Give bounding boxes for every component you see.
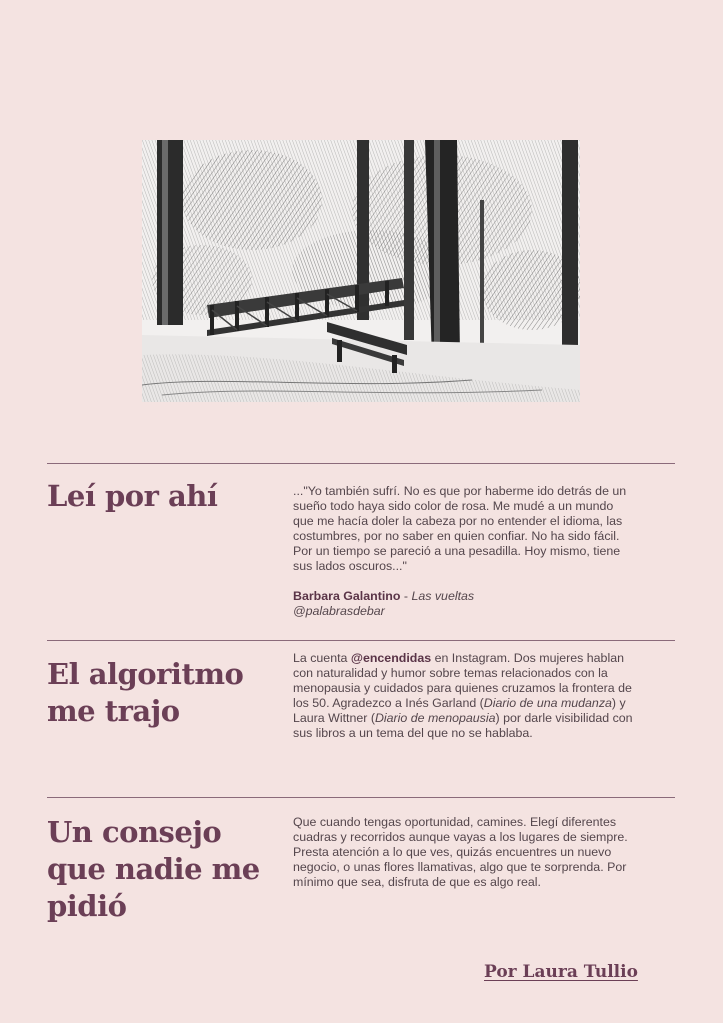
section-divider: [47, 463, 675, 464]
quote-author: Barbara Galantino: [293, 589, 401, 603]
section-divider: [47, 797, 675, 798]
book-title-menopausia: Diario de menopausia: [374, 711, 496, 725]
author-signature: Por Laura Tullio: [484, 962, 638, 982]
instagram-account: @encendidas: [350, 651, 432, 665]
quote-block: [293, 484, 633, 619]
quote-text: ..."Yo también sufrí. No es que por haberme ido detrás de un sueño todo haya sido color de rosa. Me mudé a un mundo que me hacía doler la cabeza por no entender el idioma, las costumbres, por no saber en quien confiar. No ha sido fácil. Por un tiempo se pareció a una pesadilla. Hoy mismo, tiene sus lados oscuros...": [293, 484, 627, 573]
book-title-mudanza: Diario de una mudanza: [483, 696, 612, 710]
quote-book-title: Las vueltas: [411, 589, 475, 603]
consejo-text: Que cuando tengas oportunidad, camines. Elegí diferentes cuadras y recorridos aunque vayas a los lugares de siempre. Presta atención a lo que ves, quizás encuentres un nuevo negocio, o unas flores llamativas, algo que te sorprenda. Por mínimo que sea, disfruta de que es algo real.: [293, 815, 628, 889]
citation: [293, 589, 633, 604]
citation-separator: -: [400, 589, 412, 603]
quote-handle: @palabrasdebar: [293, 604, 385, 618]
section-divider: [47, 640, 675, 641]
section-heading-algoritmo: El algoritmo me trajo: [47, 657, 244, 728]
forest-bridge-illustration: [142, 140, 580, 402]
section-heading-consejo: Un consejo que nadie me pidió: [47, 815, 260, 923]
section-heading-lei-por-ahi: Leí por ahí: [47, 479, 218, 513]
algoritmo-text: La cuenta @encendidas en Instagram. Dos mujeres hablan con naturalidad y humor sobre temas relacionados con la menopausia y cuidados para quienes cruzamos la frontera de los 50. Agradezco a Inés Garland (Diario de una mudanza) y Laura Wittner (Diario de menopausia) por darle visibilidad con sus libros a un tema del que no se hablaba.: [293, 651, 633, 740]
